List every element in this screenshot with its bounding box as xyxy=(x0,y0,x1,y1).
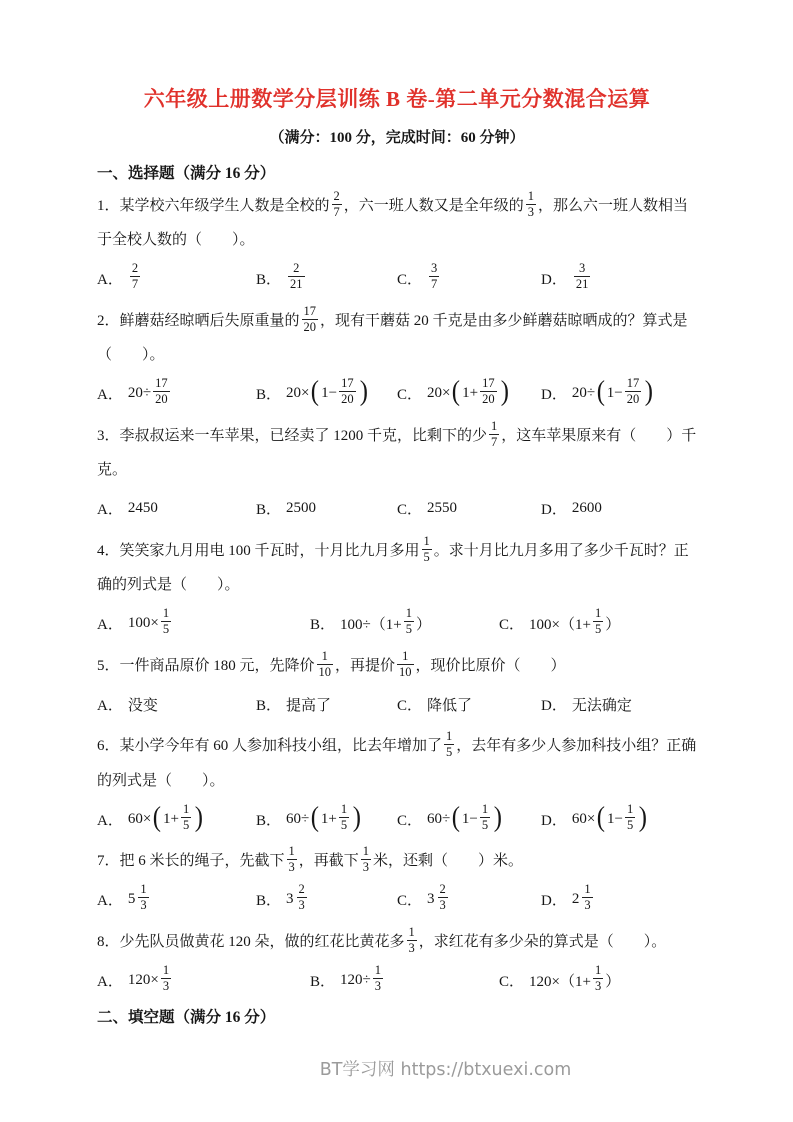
mixed-number xyxy=(286,884,309,915)
option-b xyxy=(256,800,397,835)
big-paren: ) xyxy=(500,375,509,407)
option-c xyxy=(397,800,541,835)
text-run: 20÷ xyxy=(571,385,596,401)
fraction-numerator: 2 xyxy=(298,882,305,896)
fraction-numerator: 1 xyxy=(402,648,409,663)
big-paren: ) xyxy=(493,800,503,833)
fraction-numerator: 2 xyxy=(439,882,446,896)
fraction-denominator: 7 xyxy=(131,277,139,291)
fraction xyxy=(480,802,490,833)
big-paren: ( xyxy=(451,800,461,833)
whole-part: 5 xyxy=(127,891,136,907)
watermark xyxy=(0,1056,793,1081)
fraction-numerator: 1 xyxy=(481,801,489,816)
text-run: 1− xyxy=(606,810,623,827)
fraction xyxy=(288,261,305,292)
fraction-denominator: 7 xyxy=(431,277,438,291)
text-run: 60× xyxy=(571,810,596,827)
option-label: B． xyxy=(310,973,336,990)
fraction xyxy=(593,606,603,637)
fraction xyxy=(444,729,454,760)
text-run: 1．某学校六年级学生人数是全校的 xyxy=(97,197,330,214)
fraction xyxy=(287,844,297,875)
fraction-numerator: 1 xyxy=(182,801,190,816)
option-label: C． xyxy=(397,502,423,518)
fraction-denominator: 3 xyxy=(298,898,305,912)
fraction xyxy=(438,882,448,913)
option-b xyxy=(310,962,499,996)
fraction-numerator: 1 xyxy=(527,188,535,203)
option-label: C． xyxy=(499,973,525,990)
text-run: ，这车苹果原来有（ ）千克。 xyxy=(97,427,697,478)
option-a xyxy=(97,263,256,294)
big-paren: ) xyxy=(644,375,654,407)
question-8 xyxy=(97,925,697,1000)
text-run: 无法确定 xyxy=(571,697,632,714)
fraction-denominator: 5 xyxy=(423,549,430,564)
option-label: A． xyxy=(97,272,123,288)
option-label: D． xyxy=(541,502,567,518)
text-run: 60× xyxy=(127,810,152,827)
fraction-denominator: 20 xyxy=(482,392,495,406)
option-label: C． xyxy=(397,812,423,829)
option-row xyxy=(97,961,697,999)
option-a xyxy=(97,694,256,715)
fraction xyxy=(397,649,414,680)
question-stem xyxy=(97,189,697,258)
fraction-numerator: 2 xyxy=(293,261,300,275)
option-a xyxy=(97,498,256,519)
fraction-denominator: 3 xyxy=(162,978,170,993)
fraction-denominator: 5 xyxy=(446,745,453,760)
fraction xyxy=(526,189,536,220)
option-label: D． xyxy=(541,812,567,829)
fraction xyxy=(130,261,140,292)
question-2 xyxy=(97,304,697,413)
option-label: B． xyxy=(256,387,282,403)
section-1-heading: 一、选择题（满分 16 分） xyxy=(97,164,276,182)
text-run: 20× xyxy=(286,385,310,401)
fraction-numerator: 17 xyxy=(626,376,640,390)
fraction-denominator: 3 xyxy=(527,204,535,219)
fraction-denominator: 5 xyxy=(405,622,412,636)
text-run: 。求十月比九月多用了多少千瓦时？正确的列式是（ ）。 xyxy=(97,542,689,593)
text-run: 1+ xyxy=(320,810,337,827)
fraction-denominator: 21 xyxy=(290,277,303,291)
text-run: 2．鲜蘑菇经晾晒后失原重量的 xyxy=(97,312,300,329)
text-run: ） xyxy=(415,617,431,633)
option-d xyxy=(541,800,697,835)
fraction-denominator: 5 xyxy=(594,622,602,636)
question-list xyxy=(97,189,697,1000)
mixed-number xyxy=(128,884,151,915)
option-row xyxy=(97,605,697,643)
fraction-numerator: 1 xyxy=(491,418,498,433)
text-run: 20× xyxy=(427,385,451,401)
text-run: 60÷ xyxy=(427,810,451,827)
option-label: D． xyxy=(541,697,567,714)
option-b xyxy=(256,694,397,715)
option-a xyxy=(97,884,256,915)
fraction-denominator: 20 xyxy=(626,392,640,406)
option-b xyxy=(256,263,397,294)
option-b xyxy=(256,375,397,409)
fraction-numerator: 1 xyxy=(446,729,453,744)
fraction-numerator: 1 xyxy=(162,606,170,620)
fraction-denominator: 21 xyxy=(575,277,589,291)
option-label: B． xyxy=(310,617,336,633)
text-run: 1+ xyxy=(162,810,179,827)
section-2-heading: 二、填空题（满分 16 分） xyxy=(97,1009,276,1026)
option-label: C． xyxy=(397,697,423,714)
fraction xyxy=(332,189,342,220)
big-paren: ) xyxy=(359,375,368,407)
fraction-numerator: 1 xyxy=(594,962,602,977)
question-stem xyxy=(97,419,697,488)
option-b xyxy=(310,608,499,639)
fraction-numerator: 1 xyxy=(423,533,430,548)
fraction-denominator: 5 xyxy=(481,817,489,832)
text-run: 100×（1+ xyxy=(529,617,591,633)
fraction-denominator: 20 xyxy=(303,319,317,334)
big-paren: ( xyxy=(597,800,606,833)
option-row xyxy=(97,800,697,838)
fraction-numerator: 2 xyxy=(333,188,340,203)
option-label: C． xyxy=(499,617,525,633)
option-label: A． xyxy=(97,697,123,714)
fraction xyxy=(361,844,371,875)
text-run: ） xyxy=(605,617,621,633)
question-3 xyxy=(97,419,697,528)
text-run: 1− xyxy=(461,810,478,827)
text-run: 7．把 6 米长的绳子，先截下 xyxy=(97,853,285,869)
option-label: B． xyxy=(256,272,282,288)
mixed-number xyxy=(427,884,450,915)
fraction-denominator: 5 xyxy=(182,817,190,832)
text-run: ，现价比原价（ ） xyxy=(415,657,566,674)
option-a xyxy=(97,608,310,639)
fraction xyxy=(422,534,432,565)
option-a xyxy=(97,378,256,409)
fraction-denominator: 5 xyxy=(626,817,634,832)
fraction xyxy=(625,376,642,407)
text-run: 米，还剩（ ）米。 xyxy=(373,853,524,869)
text-run: 8．少先队员做黄花 120 朵，做的红花比黄花多 xyxy=(97,933,405,950)
whole-part: 2 xyxy=(571,891,580,907)
fraction-numerator: 1 xyxy=(594,606,602,620)
text-run: 1+ xyxy=(462,385,479,401)
fraction-numerator: 1 xyxy=(362,844,370,859)
option-label: D． xyxy=(541,272,567,288)
big-paren: ( xyxy=(153,800,162,833)
big-paren: ( xyxy=(596,375,606,407)
fraction-numerator: 1 xyxy=(140,882,147,896)
worksheet-page xyxy=(97,84,697,1033)
big-paren: ( xyxy=(311,375,320,407)
option-b xyxy=(256,498,397,519)
text-run: 2600 xyxy=(571,500,602,516)
big-paren: ( xyxy=(310,800,320,833)
fraction-denominator: 3 xyxy=(362,860,370,875)
page-title: 六年级上册数学分层训练 B 卷-第二单元分数混合运算 xyxy=(143,87,651,111)
watermark-text: BT学习网 https://btxuexi.com xyxy=(319,1060,572,1080)
text-run: ，那么六一班人数相当于全校人数的（ ）。 xyxy=(97,197,689,248)
fraction-denominator: 7 xyxy=(491,434,498,449)
option-c xyxy=(397,263,541,294)
question-stem xyxy=(97,534,697,603)
fraction-numerator: 3 xyxy=(431,261,438,275)
text-run: 20÷ xyxy=(127,385,152,401)
whole-part: 3 xyxy=(286,891,294,907)
text-run: ，六一班人数又是全年级的 xyxy=(343,197,524,214)
fraction xyxy=(138,882,148,913)
question-5 xyxy=(97,649,697,724)
fraction-numerator: 3 xyxy=(578,261,586,275)
fraction-numerator: 1 xyxy=(584,882,591,896)
option-label: A． xyxy=(97,387,123,403)
fraction-numerator: 17 xyxy=(482,376,495,390)
text-run: 100÷（1+ xyxy=(340,617,402,633)
big-paren: ) xyxy=(638,800,648,833)
text-run: 降低了 xyxy=(427,697,473,714)
text-run: 1− xyxy=(321,385,338,401)
question-stem xyxy=(97,925,697,960)
fraction-numerator: 1 xyxy=(626,801,634,816)
fraction-denominator: 5 xyxy=(162,622,170,636)
fraction xyxy=(339,802,349,833)
text-run: 60÷ xyxy=(286,810,310,827)
exam-info-line: （满分：100 分，完成时间：60 分钟） xyxy=(269,129,525,146)
fraction xyxy=(161,606,171,637)
fraction-denominator: 3 xyxy=(594,978,602,993)
text-run: 提高了 xyxy=(286,697,332,714)
question-7 xyxy=(97,844,697,919)
fraction xyxy=(404,606,414,637)
fraction xyxy=(480,376,497,407)
fraction-denominator: 20 xyxy=(155,392,168,406)
option-label: B． xyxy=(256,893,282,909)
option-b xyxy=(256,884,397,915)
fraction-numerator: 1 xyxy=(405,606,412,620)
text-run: ，去年有多少人参加科技小组？正确的列式是（ ）。 xyxy=(97,738,697,789)
fraction-numerator: 17 xyxy=(155,376,168,390)
option-label: A． xyxy=(97,502,123,518)
option-label: A． xyxy=(97,893,123,909)
fraction-denominator: 7 xyxy=(333,204,340,219)
option-d xyxy=(541,375,697,409)
option-label: D． xyxy=(541,893,567,909)
text-run: 1− xyxy=(606,385,623,401)
question-4 xyxy=(97,534,697,643)
fraction xyxy=(489,419,499,450)
option-c xyxy=(499,608,697,639)
fraction xyxy=(181,802,191,833)
fraction-denominator: 3 xyxy=(408,940,415,955)
option-a xyxy=(97,800,256,835)
fraction-denominator: 10 xyxy=(399,664,412,679)
fraction xyxy=(625,802,635,833)
fraction xyxy=(302,304,319,335)
fraction xyxy=(339,376,356,407)
fraction xyxy=(593,963,603,994)
option-row xyxy=(97,490,697,528)
text-run: 3．李叔叔运来一车苹果，已经卖了 1200 千克，比剩下的少 xyxy=(97,427,488,444)
option-c xyxy=(397,498,541,519)
fraction xyxy=(153,376,170,407)
option-label: B． xyxy=(256,697,282,714)
fraction-denominator: 10 xyxy=(318,664,332,679)
fraction-numerator: 17 xyxy=(341,376,354,390)
big-paren: ( xyxy=(452,375,461,407)
fraction-denominator: 3 xyxy=(140,898,147,912)
fraction-numerator: 1 xyxy=(288,844,295,859)
option-d xyxy=(541,884,697,915)
option-label: D． xyxy=(541,387,567,403)
question-stem xyxy=(97,729,697,798)
question-6 xyxy=(97,729,697,838)
fraction-denominator: 5 xyxy=(340,817,348,832)
option-c xyxy=(499,962,697,996)
text-run: 2500 xyxy=(286,500,317,516)
text-run: 120÷ xyxy=(340,971,371,988)
big-paren: ) xyxy=(194,800,204,833)
big-paren: ) xyxy=(352,800,362,833)
text-run: 120× xyxy=(127,971,159,988)
option-label: A． xyxy=(97,812,123,829)
option-label: C． xyxy=(397,387,423,403)
option-a xyxy=(97,962,310,996)
option-row xyxy=(97,375,697,413)
option-row xyxy=(97,881,697,919)
option-label: B． xyxy=(256,812,282,829)
option-c xyxy=(397,694,541,715)
option-c xyxy=(397,884,541,915)
fraction xyxy=(582,882,592,913)
fraction-denominator: 3 xyxy=(374,978,381,993)
option-row xyxy=(97,685,697,723)
text-run: ，求红花有多少朵的算式是（ ）。 xyxy=(418,933,667,950)
option-label: A． xyxy=(97,973,123,990)
option-d xyxy=(541,263,697,294)
option-row xyxy=(97,260,697,298)
fraction-numerator: 1 xyxy=(340,801,348,816)
fraction xyxy=(297,882,307,913)
text-run: 5．一件商品原价 180 元，先降价 xyxy=(97,657,315,674)
text-run: ，现有干蘑菇 20 千克是由多少鲜蘑菇晾晒成的？算式是（ ）。 xyxy=(97,312,688,363)
fraction-denominator: 20 xyxy=(341,392,354,406)
mixed-number xyxy=(572,884,595,915)
question-stem xyxy=(97,844,697,879)
whole-part: 3 xyxy=(427,891,435,907)
fraction-denominator: 3 xyxy=(439,898,446,912)
fraction-numerator: 1 xyxy=(374,962,381,977)
text-run: ） xyxy=(605,973,621,990)
option-label: B． xyxy=(256,502,282,518)
option-c xyxy=(397,375,541,409)
fraction-numerator: 1 xyxy=(162,962,170,977)
option-label: A． xyxy=(97,617,123,633)
text-run: 2450 xyxy=(127,500,158,516)
text-run: ，再提价 xyxy=(335,657,396,674)
question-stem xyxy=(97,649,697,684)
text-run: 4．笑笑家九月用电 100 千瓦时，十月比九月多用 xyxy=(97,542,420,559)
option-label: C． xyxy=(397,272,423,288)
fraction xyxy=(373,963,383,994)
text-run: 没变 xyxy=(127,697,158,714)
fraction-denominator: 3 xyxy=(288,860,295,875)
option-d xyxy=(541,694,697,715)
fraction-numerator: 17 xyxy=(303,303,317,318)
fraction-numerator: 1 xyxy=(408,924,415,939)
fraction-numerator: 1 xyxy=(321,648,328,663)
fraction xyxy=(161,963,171,994)
option-d xyxy=(541,498,697,519)
option-label: C． xyxy=(397,893,423,909)
fraction xyxy=(574,261,591,292)
text-run: 120×（1+ xyxy=(529,973,591,990)
fraction-denominator: 3 xyxy=(584,898,591,912)
fraction-numerator: 2 xyxy=(131,261,139,275)
fraction xyxy=(429,261,439,292)
fraction xyxy=(317,649,334,680)
text-run: ，再截下 xyxy=(298,853,359,869)
text-run: 100× xyxy=(127,615,159,631)
question-stem xyxy=(97,304,697,373)
fraction xyxy=(407,925,417,956)
text-run: 6．某小学今年有 60 人参加科技小组，比去年增加了 xyxy=(97,738,443,754)
question-1 xyxy=(97,189,697,298)
text-run: 2550 xyxy=(427,500,458,516)
